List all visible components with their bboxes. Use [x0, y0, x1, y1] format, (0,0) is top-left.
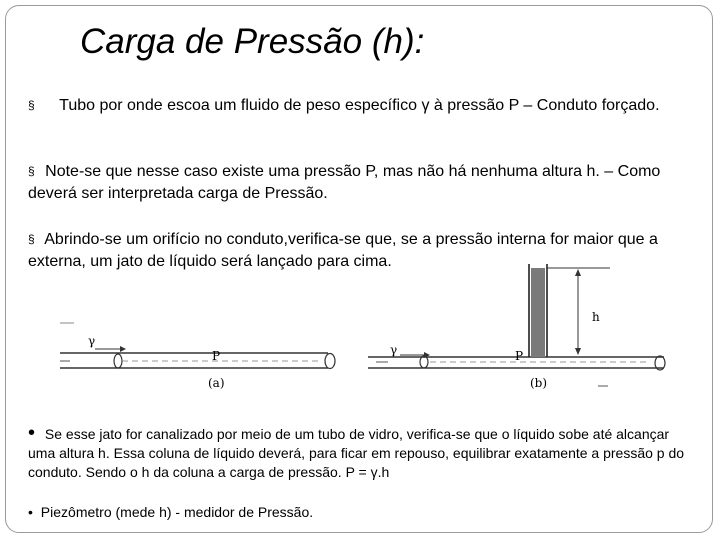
pressure-label-a: P [212, 349, 221, 363]
gamma-label-b: γ [390, 343, 398, 357]
round-bullet-icon: • [28, 422, 36, 444]
pressure-label-b: P [515, 349, 524, 363]
height-dimension [575, 269, 600, 355]
pipe-a [60, 323, 335, 390]
square-bullet-icon: § [28, 98, 35, 112]
caption-b: (b) [530, 376, 548, 390]
bullet-paragraph-4 [28, 424, 688, 482]
bullet-text: Tubo por onde escoa um fluido de peso específico γ à pressão P – Conduto forçado. [59, 97, 660, 114]
square-bullet-icon: § [28, 232, 35, 246]
bullet-text: Piezômetro (mede h) - medidor de Pressão. [40, 504, 314, 520]
bullet-paragraph-5 [28, 503, 528, 522]
height-label: h [592, 310, 600, 324]
bullet-text: Abrindo-se um orifício no conduto,verifica-se que, se a pressão interna for maior que a externa, um jato de líquido será lançado para cima. [28, 231, 658, 270]
slide-title: Carga de Pressão (h): [80, 22, 425, 61]
gamma-label-a: γ [88, 334, 96, 348]
round-bullet-icon: • [28, 504, 33, 520]
square-bullet-icon: § [28, 164, 35, 178]
bullet-text: Se esse jato for canalizado por meio de um tubo de vidro, verifica-se que o líquido sobe até alcançar uma altura h. Essa coluna de líquido deverá, para ficar em repouso, equilibrar exatamente a pressão p do conduto. Sendo o h da coluna a carga de pressão. P = γ.h [28, 426, 685, 480]
caption-a: (a) [208, 376, 225, 390]
bullet-text: Note-se que nesse caso existe uma pressão P, mas não há nenhuma altura h. – Como deverá ser interpretada carga de Pressão. [28, 163, 661, 202]
pipe-b [368, 264, 665, 390]
